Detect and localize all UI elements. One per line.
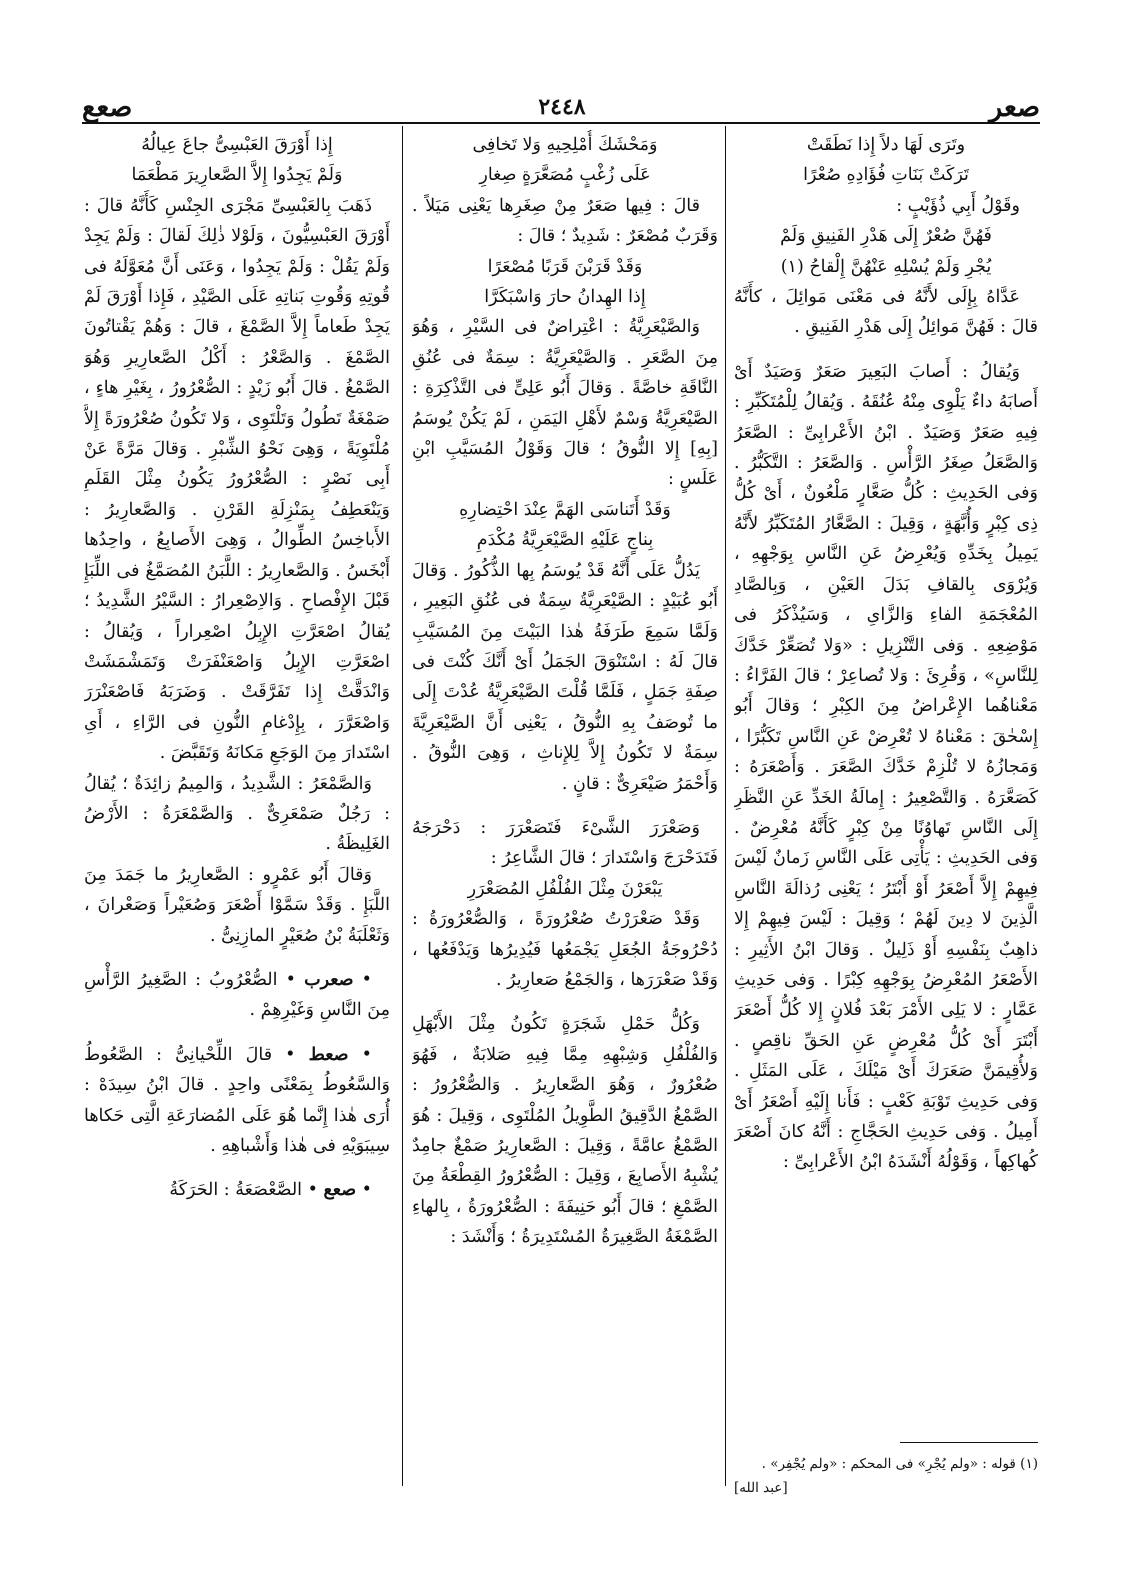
paragraph: عَدَّاهُ بِإِلَى لأَنَّهُ فى مَعْنَى مَوائِلَ ، كأَنَّهُ قالَ : فَهُنَّ مَوائِلُ إِلَى هَدْرِ الفَنِيقِ . [734, 287, 1038, 338]
page-number: ٢٤٤٨ [538, 94, 586, 120]
paragraph: ذَهَبَ بِالعَبْسِىِّ مَجْرَى الجِنْسِ كَأَنَّهُ قالَ : أَوْرَقَ العَبْسِيُّونَ ، وَلَوْلا ذٰلِكَ لَقالَ : وَلَمْ يَجِدْ وَلَمْ يَقُلْ : وَلَمْ يَجِدُوا ، وَعَنَى أَنَّ مُعَوَّلَهُ فى قُوتِهِ وَقُوتِ بَناتِهِ عَلَى الصَّيْدِ ، فَإِذا أَوْرَقَ لَمْ يَجِدْ طَعاماً إِلاَّ الصَّمْغَ ، قالَ : وَهُمْ يَقْتاتُونَ الصَّمْغَ . وَالصَّعْرُ : أَكْلُ الصَّعارِيرِ وَهُوَ الصَّمْغُ . قالَ أَبُو زَيْدٍ : الصُّعْرُورُ ، بِغَيْرِ هاءٍ ، صَمْغَةٌ تَطُولُ وَتَلْتَوِى ، وَلا تَكُونُ صُعْرُورَةً إِلاَّ مُلْتَوِيَةً ، وَهِىَ نَحْوُ الشِّبْرِ . وَقالَ مَرَّةً عَنْ أَبِى نَصْرٍ : الصُّعْرُورُ يَكُونُ مِثْلَ القَلَمِ وَيَنْعَطِفُ بِمَنْزِلَةِ القَرْنِ . وَالصَّعارِيرُ : الأَباخِسُ الطِّوالُ ، وَهِىَ الأَصابِعُ ، واحِدُها أَبْخَسُ . وَالصَّعارِيرُ : اللَّبَنُ المُصَمَّغُ فى اللِّبَإِ قَبْلَ الإِفْصاحِ . وَالاِصْعِرارُ : السَّيْرُ الشَّدِيدُ ؛ يُقالُ اصْعَرَّتِ الإِبِلُ اصْعِراراً ، وَيُقالُ : اصْعَرَّتِ الإِبِلُ وَاصْعَنْفَرَتْ وَتَمَشْمَشَتْ وَانْدَقَّتْ إِذا تَفَرَّقَتْ . وَضَرَبَهُ فَاصْعَنْرَرَ وَاصْعَرَّرَ ، بِإِدْغامِ النُّونِ فى الرَّاءِ ، أَىِ اسْتَدارَ مِنَ الوَجَعِ مَكانَهُ وَتَقَبَّضَ . [84, 195, 390, 764]
verse-line: إِذا الهِدانُ حارَ وَاسْبَكَرَّا [484, 287, 646, 308]
entry-saat: • صعط • قالَ اللِّحْيانِىُّ : الصَّعُوطُ وَالسَّعُوطُ بِمَعْنًى واحِدٍ . قالَ ابْنُ سِيدَهْ : أُرَى هٰذا إِنَّما هُوَ عَلَى المُضارَعَةِ الَّتِى حَكاها سِيبَوَيْهِ فى هٰذا وَأَشْباهِهِ . [84, 1044, 390, 1156]
page-header [82, 92, 1040, 122]
entry-headword: صعع [323, 1180, 357, 1201]
paragraph: قالَ : فِيها صَعَرٌ مِنْ صِغَرِها يَعْنِى مَيَلاً . وَقَرَبٌ مُصْعَرٌ : شَدِيدٌ ؛ قالَ : [412, 195, 718, 247]
paragraph: وَقالَ أَبُو عَمْرٍو : الصَّعارِيرُ ما جَمَدَ مِنَ اللَّبَإِ . وَقَدْ سَمَّوْا أَصْعَرَ وَصُعَيْراً وَصَعْرانَ ، وَثَعْلَبَةُ بْنُ صُعَيْرٍ المازِنِىُّ . [84, 864, 390, 946]
column-right [734, 130, 1038, 1450]
verse-line: يَبْعَرْنَ مِثْلَ الفُلْفُلِ المُصَعْرَرِ [467, 878, 663, 899]
verse-line: إِذا أَوْرَقَ العَبْسِىُّ جاعَ عِيالُهُ [141, 135, 333, 155]
paragraph: وقَوْلُ أَبِي ذُؤَيْبٍ : [896, 195, 1020, 216]
verse-line: وتَرَى لَهَا دلاً إِذا نَطَقَتْ [806, 135, 966, 155]
entry-headword: صعرب [304, 969, 354, 990]
verse-line: وَلَمْ يَجِدُوا إِلاَّ الصَّعارِيرَ مَطْعَمَا [131, 165, 343, 186]
entry-saaa: • صعع • الصَّعْصَعَةُ : الحَرَكَةُ [169, 1180, 372, 1201]
paragraph: وَيُقالُ : أَصابَ البَعِيرَ صَعَرٌ وَصَيَدٌ أَىْ أَصابَهُ داءٌ يَلْوِى مِنْهُ عُنُقَهُ . وَيُقالُ لِلْمُتَكَبِّرِ : فِيهِ صَعَرٌ وَصَيَدٌ . ابْنُ الأَعْرابِىِّ : الصَّعَرُ وَالصَّعَلُ صِغَرُ الرَّأْسِ . وَالصَّعَرُ : التَّكَبُّرُ . وَفى الحَدِيثِ : كُلُّ صَعَّارٍ مَلْعُونٌ ، أَىْ كُلُّ ذِى كِبْرٍ وَأُبَّهَةٍ ، وَقِيلَ : الصَّعَّارُ المُتَكَبِّرُ لأَنَّهُ يَمِيلُ بِخَدِّهِ وَيُعْرِضُ عَنِ النَّاسِ بِوَجْهِهِ ، وَيُرْوَى بِالقافِ بَدَلَ العَيْنِ ، وَبِالصَّادِ المُعْجَمَةِ الفاءِ وَالزَّاىِ ، وَسَيُذْكَرُ فى مَوْضِعِهِ . وَفى التَّنْزِيلِ : «وَلا تُصَعِّرْ خَدَّكَ لِلنَّاسِ» ، وَقُرِئَ : وَلا تُصاعِرْ ؛ قالَ الفَرَّاءُ : مَعْناهُما الإِعْراضُ مِنَ الكِبْرِ ؛ وَقالَ أَبُو إِسْحٰقَ : مَعْناهُ لا تُعْرِضْ عَنِ النَّاسِ تَكَبُّرًا ، وَمَجازُهُ لا تُلْزِمْ خَدَّكَ الصَّعَرَ . وَأَصْعَرَهُ : كَصَعَّرَهُ . وَالتَّصْعِيرُ : إِمالَةُ الخَدِّ عَنِ النَّظَرِ إِلَى النَّاسِ تَهاوُنًا مِنْ كِبْرٍ كَأَنَّهُ مُعْرِضٌ . وَفى الحَدِيثِ : يَأْتِى عَلَى النَّاسِ زَمانٌ لَيْسَ فِيهِمْ إِلاَّ أَصْعَرُ أَوْ أَبْتَرُ ؛ يَعْنِى رُذالَةَ النَّاسِ الَّذِينَ لا دِينَ لَهُمْ ؛ وَقِيلَ : لَيْسَ فِيهِمْ إِلا ذاهِبٌ بِنَفْسِهِ أَوْ ذَلِيلٌ . وَقالَ ابْنُ الأَثِيرِ : الأَصْعَرُ المُعْرِضُ بِوَجْهِهِ كِبْرًا . وَفى حَدِيثِ عَمَّارٍ : لا يَلِى الأَمْرَ بَعْدَ فُلانٍ إِلا كُلُّ أَصْعَرَ أَبْتَرَ أَىْ كُلُّ مُعْرِضٍ عَنِ الحَقِّ ناقِصٍ . وَلأُقِيمَنَّ صَعَرَكَ أَىْ مَيْلَكَ ، عَلَى المَثَلِ . وَفى حَدِيثِ تَوْبَةِ كَعْبٍ : فَأَنا إِلَيْهِ أَصْعَرُ أَىْ أَمِيلُ . وَفى حَدِيثِ الحَجَّاجِ : أَنَّهُ كانَ أَصْعَرَ كُهاكِهاً ، وَقَوْلُهُ أَنْشَدَهُ ابْنُ الأَعْرابِىِّ : [734, 361, 1038, 1173]
column-divider-left [402, 126, 403, 1486]
column-middle [412, 130, 718, 1490]
entry-saarub: • صعرب • الصُّعْرُوبُ : الصَّغِيرُ الرَّأْسِ مِنَ النَّاسِ وَغَيْرِهِمْ . [84, 969, 390, 1021]
footnote-signature: [عبد الله] [734, 1480, 788, 1496]
paragraph: وَالصَّمْعَرُ : الشَّدِيدُ ، وَالمِيمُ زائِدَةٌ ؛ يُقالُ : رَجُلٌ صَمْعَرِىٌّ . وَالصَّمْعَرَةُ : الأَرْضُ الغَلِيظَةُ . [84, 773, 390, 855]
verse-line: بِناجٍ عَلَيْهِ الصَّيْعَرِيَّةُ مُكْدَمِ [476, 530, 654, 551]
column-divider-right [725, 126, 726, 1486]
verse-line: فَهُنَّ صُعْرٌ إِلَى هَدْرِ الفَنِيقِ وَلَمْ [780, 226, 992, 247]
entry-body: الصُّعْرُوبُ : الصَّغِيرُ الرَّأْسِ مِنَ النَّاسِ وَغَيْرِهِمْ . [84, 969, 390, 1021]
paragraph: وَصَعْرَرَ الشَّىْءَ فَتَصَعْرَرَ : دَحْرَجَهُ فَتَدَحْرَجَ وَاسْتَدارَ ؛ قالَ الشَّاعِرُ : [412, 817, 718, 869]
column-left [84, 130, 390, 1490]
header-rule [82, 122, 1040, 124]
paragraph: وَالصَّيْعَرِيَّةُ : اعْتِراضٌ فى السَّيْرِ ، وَهُوَ مِنَ الصَّعَرِ . وَالصَّيْعَرِيَّةُ : سِمَةٌ فى عُنُقِ النَّاقَةِ خاصَّةً . وَقالَ أَبُو عَلِىٍّ فى التَّذْكِرَةِ : الصَّيْعَرِيَّةُ وَسْمٌ لأَهْلِ اليَمَنِ ، لَمْ يَكُنْ يُوسَمُ [بِهِ] إِلا النُّوقُ ؛ قالَ وَقَوْلُ المُسَيَّبِ ابْنِ عَلَسٍ : [412, 317, 718, 490]
entry-body: قالَ اللِّحْيانِىُّ : الصَّعُوطُ وَالسَّعُوطُ بِمَعْنًى واحِدٍ . قالَ ابْنُ سِيدَهْ : أُرَى هٰذا إِنَّما هُوَ عَلَى المُضارَعَةِ الَّتِى حَكاها سِيبَوَيْهِ فى هٰذا وَأَشْباهِهِ . [84, 1044, 390, 1156]
verse-line: يُجْرِ وَلَمْ يُسْلِهِ عَنْهُنَّ إِلْقاحُ (١) [780, 256, 992, 277]
footnote-text: (١) قوله : «ولم يُجْرِ» فى المحكم : «ولم يُجْفِر» . [761, 1456, 1038, 1472]
paragraph: وَكُلُّ حَمْلِ شَجَرَةٍ تَكُونُ مِثْلَ الأَبْهَلِ وَالفُلْفُلِ وَشِبْهِهِ مِمَّا فِيهِ صَلابَةٌ ، فَهُوَ صُعْرُورٌ ، وَهُوَ الصَّعارِيرُ . وَالصُّعْرُورُ : الصَّمْغُ الدَّقِيقُ الطَّوِيلُ المُلْتَوِى ، وَقِيلَ : هُوَ الصَّمْغُ عامَّةً ، وَقِيلَ : الصَّعارِيرُ صَمْغٌ جامِدٌ يُشْبِهُ الأَصابِعَ ، وَقِيلَ : الصُّعْرُورُ القِطْعَةُ مِنَ الصَّمْغِ ؛ قالَ أَبُو حَنِيفَةَ : الصُّعْرُورَةُ ، بِالهاءِ الصَّمْغَةُ الصَّغِيرَةُ المُسْتَدِيرَةُ ؛ وَأَنْشَدَ : [412, 1014, 718, 1248]
verse-line: وَقَدْ أَتَناسَى الهَمَّ عِنْدَ احْتِضارِهِ [459, 499, 671, 520]
footnote [734, 1452, 1038, 1500]
verse-line: تَرَكَتْ بَنَاتِ فُؤَادِهِ صُعْرًا [803, 165, 969, 186]
verse-line: عَلَى زُغْبٍ مُصَعَّرَةٍ صِغارِ [479, 165, 651, 186]
running-head-right: صعر [989, 92, 1040, 123]
paragraph: يَدُلُّ عَلَى أَنَّهُ قَدْ يُوسَمُ بِها الذُّكُورُ . وَقالَ أَبُو عُبَيْدٍ : الصَّيْعَرِيَّةُ سِمَةٌ فى عُنُقِ البَعِيرِ ، وَلَمَّا سَمِعَ طَرَفَةُ هٰذا البَيْتَ مِنَ المُسَيَّبِ قالَ لَهُ : اسْتَنْوَقَ الجَمَلُ أَىْ أَنَّكَ كُنْتَ فى صِفَةِ جَمَلٍ ، فَلَمَّا قُلْتَ الصَّيْعَرِيَّةُ عُدْتَ إِلَى ما تُوصَفُ بِهِ النُّوقُ ، يَعْنِى أَنَّ الصَّيْعَرِيَّةَ سِمَةٌ لا تَكُونُ إِلاَّ لِلإِناثِ ، وَهِىَ النُّوقُ . وَأَحْمَرُ صَيْعَرِىٌّ : قانٍ . [412, 560, 718, 794]
verse-line: وَقَدْ قَرَبْنَ قَرَبًا مُصْعَرًا [487, 256, 643, 277]
running-head-left: صعع [82, 92, 133, 123]
paragraph: وَقَدْ صَعْرَرْتُ صُعْرُورَةً ، وَالصُّعْرُورَةُ : دُحْرُوجَةُ الجُعَلِ يَجْمَعُها فَيُدِيرُها وَيَدْفَعُها ، وَقَدْ صَعْرَرَها ، وَالجَمْعُ صَعارِيرُ . [412, 909, 718, 990]
entry-headword: صعط [308, 1044, 349, 1065]
footnote-rule [900, 1442, 1038, 1443]
entry-body: الصَّعْصَعَةُ : الحَرَكَةُ [169, 1180, 303, 1201]
verse-line: وَمَحْشَكَ أُمْلِحِيهِ وَلا تَخافِى [472, 135, 658, 155]
